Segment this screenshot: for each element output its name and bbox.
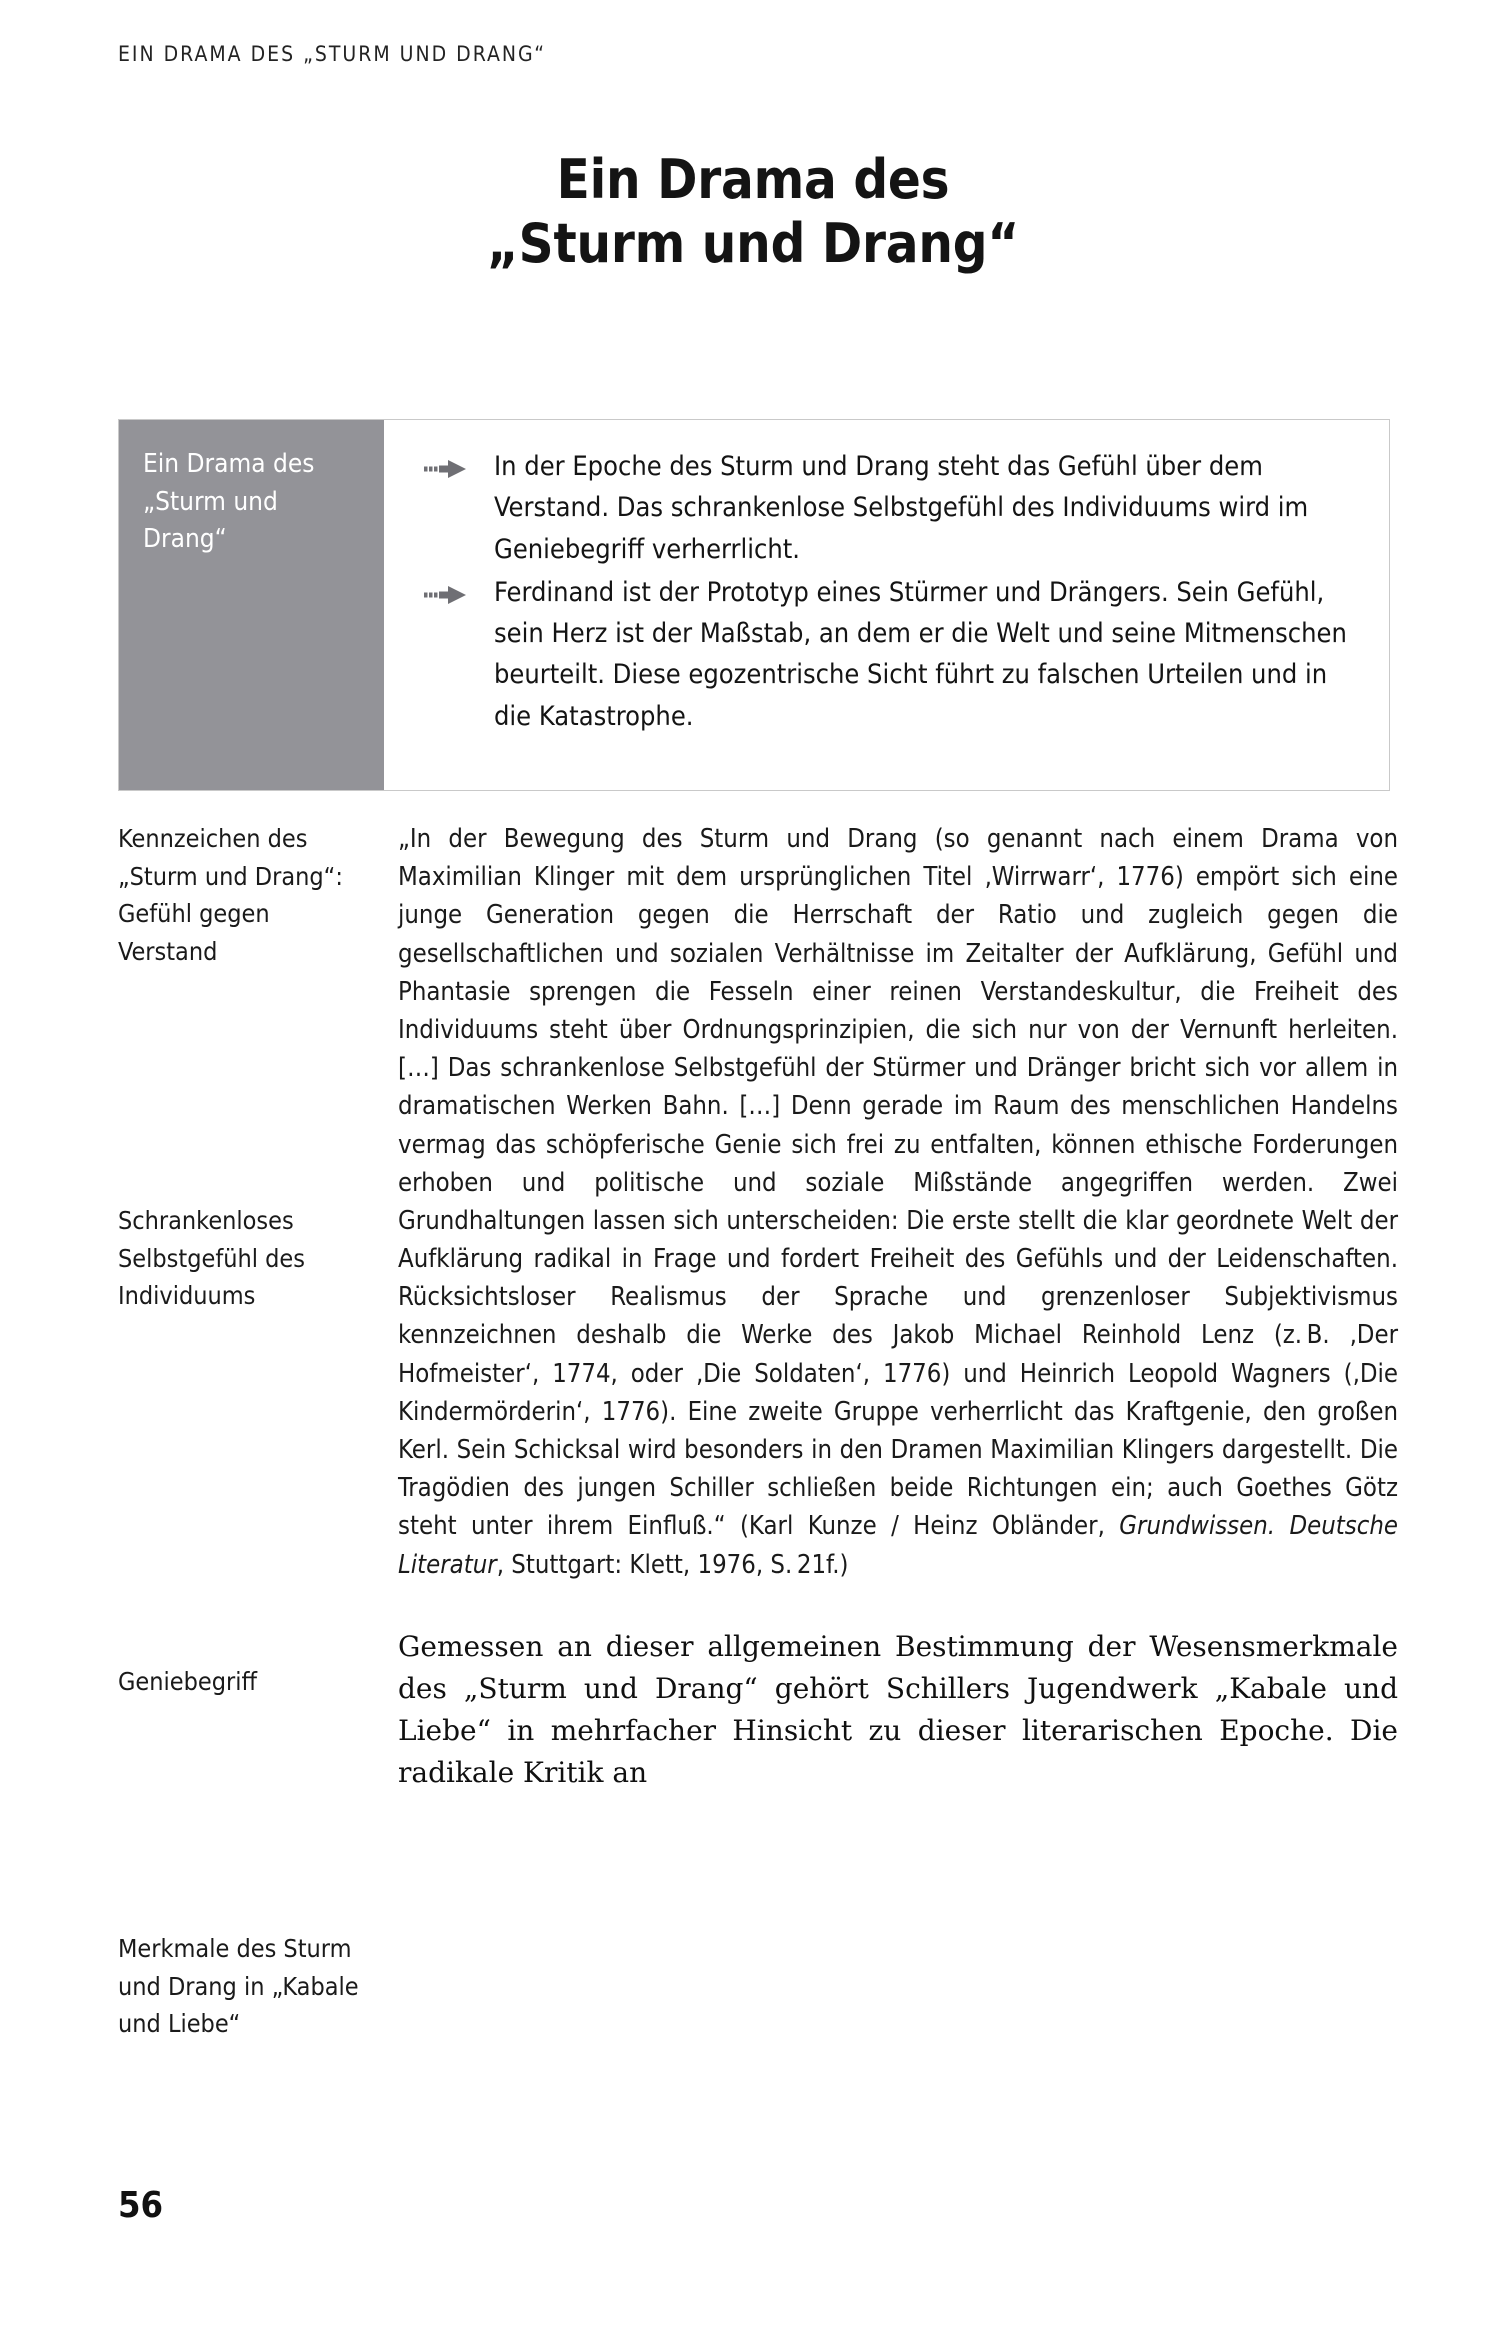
quoted-passage xyxy=(398,820,1398,1584)
page-number: 56 xyxy=(118,2185,164,2226)
page-title-line-2: „Sturm und Drang“ xyxy=(486,212,1020,276)
summary-box-body xyxy=(384,420,1389,790)
margin-note-schrankenloses: Schrankenloses Selbstgefühl des Individuums xyxy=(118,1206,305,1310)
quote-paragraph xyxy=(398,820,1398,1584)
summary-box xyxy=(118,419,1390,791)
arrow-right-icon xyxy=(384,572,494,606)
margin-note-merkmale: Merkmale des Sturm und Drang in „Kabale und Liebe“ xyxy=(118,1934,359,2038)
margin-notes-column xyxy=(118,820,383,2043)
summary-bullet-item xyxy=(384,572,1363,737)
quote-italic-title: Grundwissen. Deutsche Literatur xyxy=(398,1511,1398,1580)
margin-note-kennzeichen: Kennzeichen des „Sturm und Drang“: Gefühl gegen Verstand xyxy=(118,824,343,966)
summary-bullet-item xyxy=(384,446,1363,570)
closing-paragraph: Gemessen an dieser allgemeinen Bestimmung der Wesensmerkmale des „Sturm und Drang“ gehört Schillers Jugendwerk „Kabale und Liebe“ in mehrfacher Hinsicht zu dieser literarischen Epoche. Die radikale Kritik an xyxy=(398,1629,1398,1789)
summary-bullet-text: Ferdinand ist der Prototyp eines Stürmer und Drängers. Sein Gefühl, sein Herz ist der Maßstab, an dem er die Welt und seine Mitmenschen beurteilt. Diese egozentrische Sicht führt zu falschen Urteilen und in die Katastrophe. xyxy=(494,576,1347,732)
quote-section xyxy=(118,820,1398,2043)
margin-note-geniebegriff: Geniebegriff xyxy=(118,1666,258,1696)
summary-bullet-text: In der Epoche des Sturm und Drang steht das Gefühl über dem Verstand. Das schrankenlose Selbstgefühl des Individuums wird im Geniebegriff verherrlicht. xyxy=(494,451,1309,565)
content-area xyxy=(118,820,1398,2043)
quote-text-part-1: „In der Bewegung des Sturm und Drang (so genannt nach einem Drama von Maximilian Klinger mit dem ursprünglichen Titel ‚Wirrwarr‘, 1776) empört sich eine junge Generation gegen die Herrschaft der Ratio und zugleich gegen die gesellschaftlichen und sozialen Verhältnisse im Zeitalter der Aufklärung, Gefühl und Phantasie sprengen die Fesseln einer reinen Verstandeskultur, die Freiheit des Individuums steht über Ordnungsprinzipien, die sich nur von der Vernunft herleiten. […] Das schrankenlose Selbstgefühl der Stürmer und Dränger bricht sich vor allem in dramatischen Werken Bahn. […] Denn gerade im Raum des menschlichen Handelns vermag das schöpferische Genie sich frei zu entfalten, können ethische Forderungen erhoben und politische und soziale Mißstände angegriffen werden. Zwei Grundhaltungen lassen sich unterscheiden: Die erste stellt die klar geordnete Welt der Aufklärung radikal in Frage und fordert Freiheit des Gefühls und der Leidenschaften. Rücksichtsloser Realismus der Sprache und grenzenloser Subjektivismus kennzeichnen deshalb die Werke des Jakob Michael Reinhold Lenz (z. B. ‚Der Hofmeister‘, 1774, oder ‚Die Soldaten‘, 1776) und Heinrich Leopold Wagners (‚Die Kindermörderin‘, 1776). Eine zweite Gruppe verherrlicht das Kraftgenie, den großen Kerl. Sein Schicksal wird besonders in den Dramen Maximilian Klingers dargestellt. Die Tragödien des jungen Schiller schließen beide Richtungen ein; auch Goethes Götz steht unter ihrem Einfluß.“ (Karl Kunze / Heinz Obländer, xyxy=(398,824,1398,1542)
running-header: EIN DRAMA DES „STURM UND DRANG“ xyxy=(118,42,547,66)
page-title xyxy=(118,148,1388,277)
quote-text-part-2: , Stuttgart: Klett, 1976, S. 21f.) xyxy=(496,1549,849,1580)
arrow-right-icon xyxy=(384,446,494,480)
body-column xyxy=(383,820,1398,1794)
page-title-line-1: Ein Drama des xyxy=(556,148,950,212)
summary-box-label: Ein Drama des „Sturm und Drang“ xyxy=(119,420,384,790)
